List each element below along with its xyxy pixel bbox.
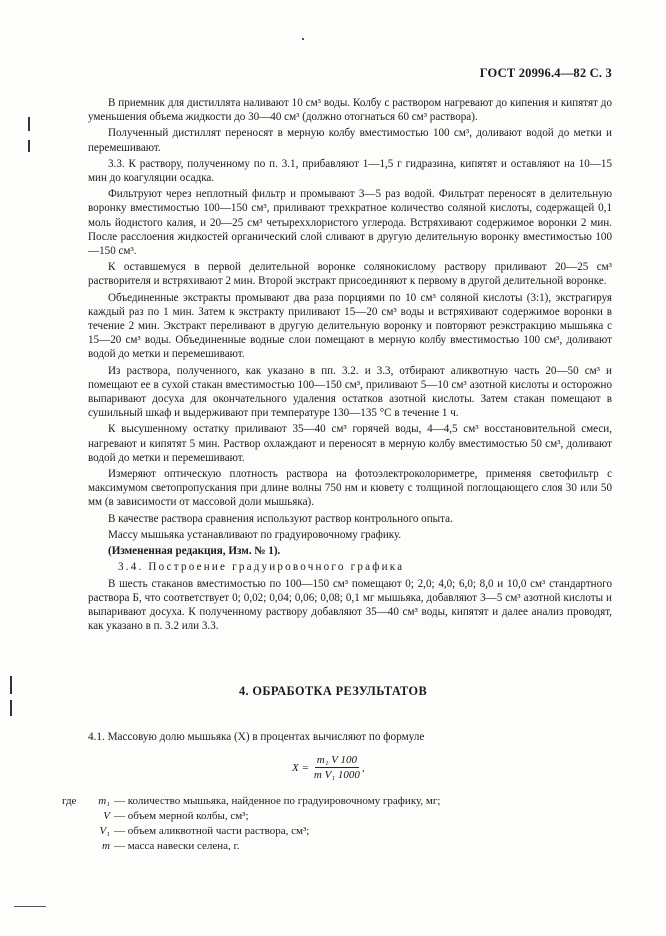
formula-fraction <box>312 754 362 781</box>
legend-symbol: V₁ <box>99 825 110 837</box>
page-header: ГОСТ 20996.4—82 С. 3 <box>479 66 612 80</box>
amendment-note: (Измененная редакция, Изм. № 1). <box>108 545 281 558</box>
paragraph: 3.3. К раствору, полученному по п. 3.1, прибавляют 1—1,5 г гидразина, кипятят и оставляют на 10—15 мин до коагуляции осадка. <box>88 157 612 185</box>
legend-symbol: m₁ <box>98 795 110 807</box>
scan-dot <box>302 38 304 40</box>
formula <box>292 754 365 781</box>
legend-text: — масса навески селена, г. <box>114 840 240 852</box>
legend-text: — объем аликвотной части раствора, см³; <box>114 825 310 837</box>
margin-mark <box>10 676 12 694</box>
formula-intro: 4.1. Массовую долю мышьяка (X) в процентах вычисляют по формуле <box>88 731 425 743</box>
legend-row <box>62 839 440 854</box>
paragraph: В качестве раствора сравнения используют раствор контрольного опыта. <box>108 512 453 525</box>
scan-dot <box>14 906 46 907</box>
legend-row <box>62 809 440 824</box>
variable-legend <box>62 794 440 854</box>
legend-row <box>62 824 440 839</box>
paragraph: К оставшемуся в первой делительной воронке солянокислому раствору приливают 20—25 см³ растворителя и встряхивают 2 мин. Второй экстракт присоединяют к первому в другой делительной воронке. <box>88 261 612 288</box>
paragraph: В приемник для дистиллята наливают 10 см³ воды. Колбу с раствором нагревают до кипения и кипятят до уменьшения объема жидкости до 30—40 см³ (должно отогнаться 60 см³ раствора). <box>88 97 612 124</box>
section-title: 4. ОБРАБОТКА РЕЗУЛЬТАТОВ <box>238 684 428 698</box>
margin-mark <box>10 700 12 716</box>
paragraph: Массу мышьяка устанавливают по градуировочному графику. <box>108 528 402 541</box>
body-text <box>88 96 612 635</box>
paragraph: Из раствора, полученного, как указано в пп. 3.2. и 3.3, отбирают аликвотную часть 20—50 см³ и помещают ее в сухой стакан вместимостью 100—150 см³, приливают 5—10 см³ азотной кислоты и осторожно выпаривают досуха для окончательного удаления остатков азотной кислоты. Затем стакан помещают в сушильный шкаф и выдерживают при температуре 130—135 °С в течение 1 ч. <box>88 364 612 420</box>
formula-denominator: m V₁ 1000 <box>313 769 360 781</box>
paragraph: Фильтруют через неплотный фильтр и промывают 3—5 раз водой. Фильтрат переносят в делительную воронку вместимостью 100—150 см³, приливают трехкратное количество соляной кислоты, содержащей 0,1 моль йодистого калия, и 20—25 см³ четыреххлористого углерода. Встряхивают содержимое воронки 2 мин. После расслоения жидкостей органический слой сливают в другую делительную воронку вместимостью 100—150 см³. <box>88 188 612 258</box>
legend-text: — объем мерной колбы, см³; <box>114 810 249 822</box>
legend-symbol: V <box>103 810 110 822</box>
formula-tail: , <box>361 761 365 774</box>
paragraph: К высушенному остатку приливают 35—40 см³ горячей воды, 4—4,5 см³ восстановительной смеси, нагревают и кипятят 5 мин. Раствор охлаждают и переносят в мерную колбу вместимостью 50 см³, доливают водой до метки и перемешивают. <box>88 423 612 464</box>
paragraph: В шесть стаканов вместимостью по 100—150 см³ помещают 0; 2,0; 4,0; 6,0; 8,0 и 10,0 см³ стандартного раствора Б, что соответствует 0; 0,02; 0,04; 0,06; 0,08; 0,1 мг мышьяка, добавляют 3—5 см³ азотной кислоты и выпаривают досуха. К полученному раствору добавляют 35—40 см³ воды, кипятят и далее анализ проводят, как указано в п. 3.2 или 3.3. <box>88 577 612 633</box>
margin-mark <box>28 117 30 131</box>
formula-numerator: m₁ V 100 <box>316 754 358 766</box>
legend-symbol: m <box>102 840 110 852</box>
paragraph: Объединенные экстракты промывают два раза порциями по 10 см³ соляной кислоты (3:1), экстрагируя каждый раз по 1 мин. Затем к экстракту приливают 15—20 см³ воды и встряхивают содержимое воронки в течение 2 мин. Экстракт переливают в другую делительную воронку и повторяют реэкстракцию мышьяка с 15—20 см³ воды. Объединенные водные слои помещают в мерную колбу вместимостью 100 см³, доливают водой до метки и перемешивают. <box>88 291 612 361</box>
formula-lhs: X = <box>292 761 309 774</box>
subsection-heading: 3.4. Построение градуировочного графика <box>118 561 405 574</box>
legend-lead: где <box>62 795 77 807</box>
legend-text: — количество мышьяка, найденное по градуировочному графику, мг; <box>114 795 441 807</box>
margin-mark <box>28 140 30 152</box>
paragraph: Измеряют оптическую плотность раствора на фотоэлектроколориметре, применяя светофильтр с максимумом светопропускания при длине волны 750 нм и кювету с толщиной поглощающего слоя 30 или 50 мм (в зависимости от массовой доли мышьяка). <box>88 468 612 509</box>
paragraph: Полученный дистиллят переносят в мерную колбу вместимостью 100 см³, доливают водой до метки и перемешивают. <box>88 127 612 154</box>
legend-row <box>62 794 440 809</box>
